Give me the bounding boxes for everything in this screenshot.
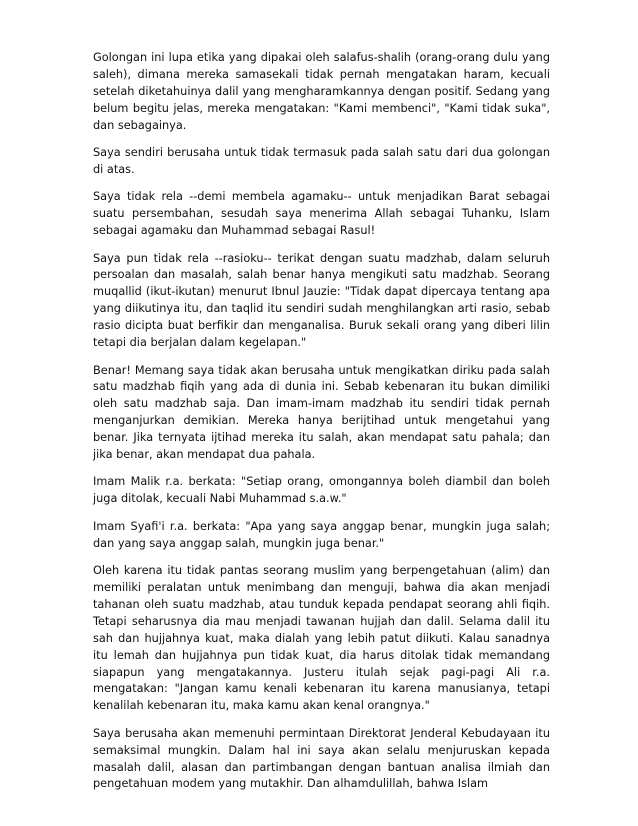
paragraph-9: Saya berusaha akan memenuhi permintaan Direktorat Jenderal Kebudayaan itu semaksimal mungkin. Dalam hal ini saya akan selalu menjuruskan kepada masalah dalil, alasan dan partimbangan dengan bantuan analisa ilmiah dan pengetahuan modem yang mutakhir. Dan alhamdulillah, bahwa Islam <box>93 726 550 791</box>
document-page <box>93 50 550 804</box>
paragraph-2: Saya sendiri berusaha untuk tidak termasuk pada salah satu dari dua golongan di atas. <box>93 146 550 176</box>
paragraph-6: Imam Malik r.a. berkata: "Setiap orang, omongannya boleh diambil dan boleh juga ditolak, kecuali Nabi Muhammad s.a.w." <box>93 475 550 506</box>
paragraph-5: Benar! Memang saya tidak akan berusaha untuk mengikatkan diriku pada salah satu madzhab fiqih yang ada di dunia ini. Sebab kebenaran itu bukan dimiliki oleh satu madzhab saja. Dan imam-imam madzhab itu sendiri tidak pernah menganjurkan demikian. Mereka hanya berijtihad untuk mengetahui yang benar. Jika ternyata ijtihad mereka itu salah, akan mendapat satu pahala; dan jika benar, akan mendapat dua pahala. <box>93 363 550 462</box>
paragraph-4: Saya pun tidak rela --rasioku-- terikat dengan suatu madzhab, dalam seluruh persoalan dan masalah, salah benar hanya mengikuti satu madzhab. Seorang muqallid (ikut-ikutan) menurut Ibnul Jauzie: "Tidak dapat dipercaya tentang apa yang diikutinya itu, dan taqlid itu sendiri sudah menghilangkan arti rasio, sebab rasio dicipta buat berfikir dan menganalisa. Buruk sekali orang yang diberi lilin tetapi dia berjalan dalam kegelapan." <box>93 251 550 350</box>
paragraph-3: Saya tidak rela --demi membela agamaku-- untuk menjadikan Barat sebagai suatu persembahan, sesudah saya menerima Allah sebagai Tuhanku, Islam sebagai agamaku dan Muhammad sebagai Rasul! <box>93 190 550 238</box>
paragraph-1: Golongan ini lupa etika yang dipakai oleh salafus-shalih (orang-orang dulu yang saleh), dimana mereka samasekali tidak pernah mengatakan haram, kecuali setelah diketahuinya dalil yang mengharamkannya dengan positif. Sedang yang belum begitu jelas, mereka mengatakan: "Kami membenci", "Kami tidak suka", dan sebagainya. <box>93 51 550 132</box>
paragraph-7: Imam Syafi'i r.a. berkata: "Apa yang saya anggap benar, mungkin juga salah; dan yang saya anggap salah, mungkin juga benar." <box>93 519 550 550</box>
paragraph-8: Oleh karena itu tidak pantas seorang muslim yang berpengetahuan (alim) dan memiliki peralatan untuk menimbang dan menguji, bahwa dia akan menjadi tahanan oleh suatu madzhab, atau tunduk kepada pendapat seorang ahli fiqih. Tetapi seharusnya dia mau menjadi tawanan hujjah dan dalil. Selama dalil itu sah dan hujjahnya kuat, maka dialah yang lebih patut diikuti. Kalau sanadnya itu lemah dan hujjahnya pun tidak kuat, dia harus ditolak tidak memandang siapapun yang mengatakannya. Justeru itulah sejak pagi-pagi Ali r.a. mengatakan: "Jangan kamu kenali kebenaran itu karena manusianya, tetapi kenalilah kebenaran itu, maka kamu akan kenal orangnya." <box>93 564 550 713</box>
